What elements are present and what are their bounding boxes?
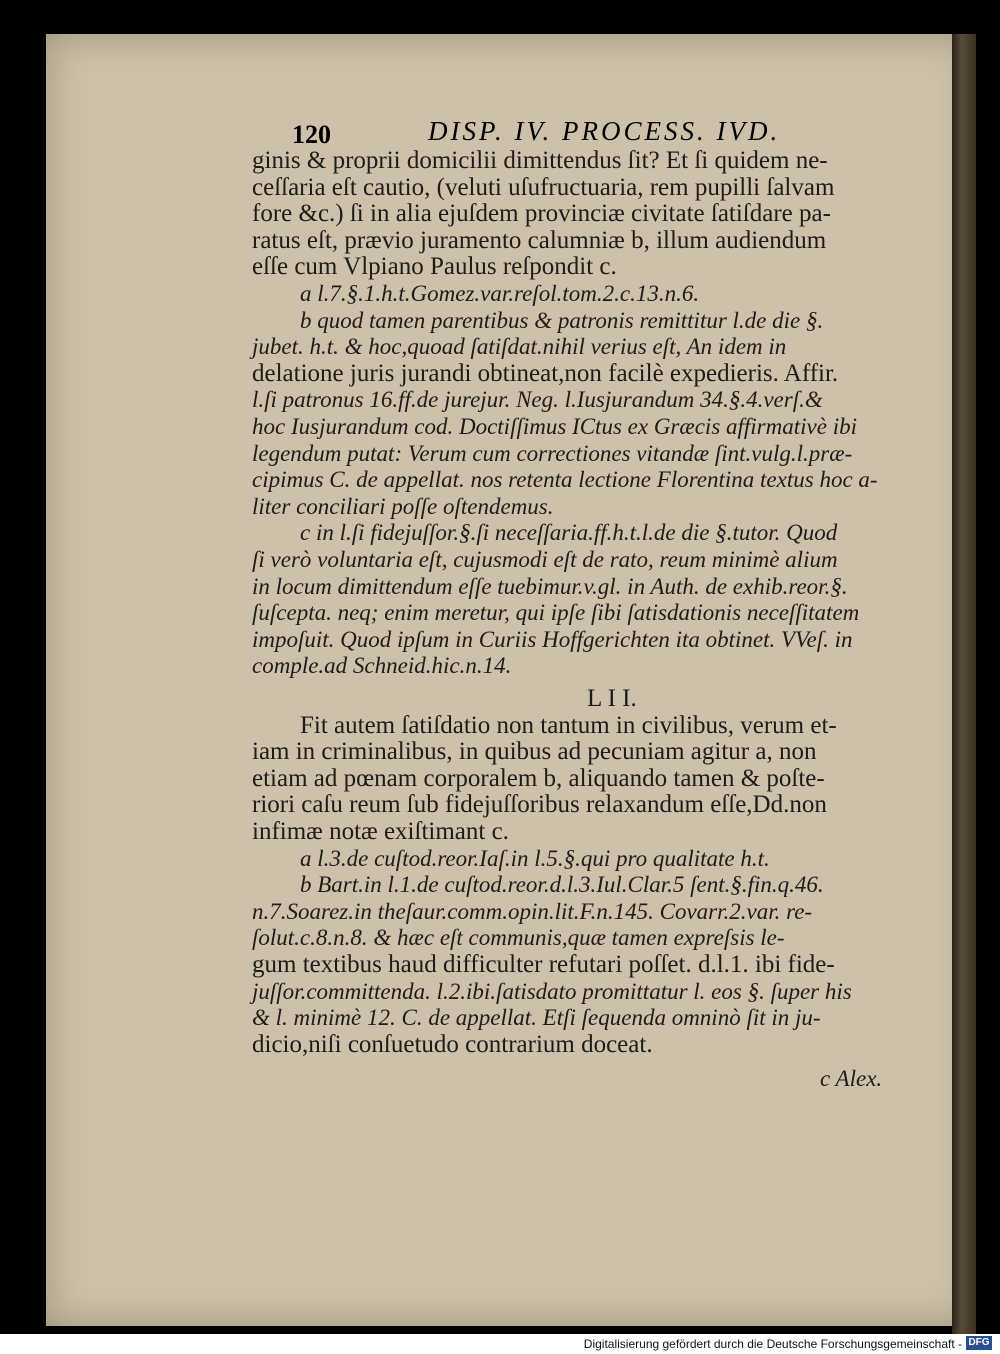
text-line: gum textibus haud difficulter refutari poſſet. d.l.1. ibi fide-: [252, 951, 835, 978]
text-line: liter conciliari poſſe oſtendemus.: [252, 493, 554, 519]
text-line: legendum putat: Verum cum correctiones vitandæ ſint.vulg.l.præ-: [252, 440, 853, 466]
text-line: Fit autem ſatiſdatio non tantum in civilibus, verum et-: [300, 711, 837, 739]
dfg-logo: DFG: [966, 1336, 992, 1350]
text-line: n.7.Soarez.in theſaur.comm.opin.lit.F.n.145. Covarr.2.var. re-: [252, 898, 813, 924]
text-line: ginis & proprii domicilii dimittendus ſit? Et ſi quidem ne-: [252, 147, 828, 174]
text-line: l.ſi patronus 16.ff.de jurejur. Neg. l.Iusjurandum 34.§.4.verſ.&: [252, 387, 823, 413]
running-title: DISP. IV. PROCESS. IVD.: [428, 116, 781, 146]
text-line: cipimus C. de appellat. nos retenta lectione Florentina textus hoc a-: [252, 467, 878, 493]
text-line: eſſe cum Vlpiano Paulus reſpondit c.: [252, 253, 617, 281]
text-line: etiam ad pœnam corporalem b, aliquando tamen & poſte-: [252, 764, 825, 792]
text-line: L I I.: [587, 685, 637, 712]
text-line: ſolut.c.8.n.8. & hæc eſt communis,quæ tamen expreſsis le-: [252, 925, 785, 951]
digitization-credit: Digitalisierung gefördert durch die Deutsche Forschungsgemeinschaft -: [583, 1337, 962, 1351]
text-line: infimæ notæ exiſtimant c.: [252, 818, 509, 845]
text-line: delatione juris jurandi obtineat,non facilè expedieris. Affir.: [252, 359, 839, 387]
text-line: a l.7.§.1.h.t.Gomez.var.reſol.tom.2.c.13.n.6.: [300, 281, 700, 306]
text-line: juſſor.committenda. l.2.ibi.ſatisdato promittatur l. eos §. ſuper his: [252, 978, 852, 1004]
text-line: riori caſu reum ſub fidejuſſoribus relaxandum eſſe,Dd.non: [252, 791, 827, 819]
text-line: & l. minimè 12. C. de appellat. Etſi ſequenda omninò ſit in ju-: [252, 1005, 821, 1031]
page-edge-shadow: [952, 34, 976, 1334]
page-number: 120: [292, 120, 331, 149]
text-line: ratus eſt, prævio juramento calumniæ b, illum audiendum: [252, 226, 827, 254]
text-line: ceſſaria eſt cautio, (veluti uſufructuaria, rem pupilli ſalvam: [252, 173, 835, 201]
text-line: b quod tamen parentibus & patronis remittitur l.de die §.: [300, 307, 824, 333]
text-line: a l.3.de cuſtod.reor.Iaſ.in l.5.§.qui pro qualitate h.t.: [300, 845, 770, 871]
text-line: c in l.ſi fidejuſſor.§.ſi neceſſaria.ff.h.t.l.de die §.tutor. Quod: [300, 520, 838, 546]
text-line: jubet. h.t. & hoc,quoad ſatiſdat.nihil verius eſt, An idem in: [252, 334, 787, 360]
text-line: iam in criminalibus, in quibus ad pecuniam agitur a, non: [252, 738, 817, 766]
text-line: ſi verò voluntaria eſt, cujusmodi eſt de rato, reum minimè alium: [252, 547, 838, 572]
text-line: ſuſcepta. neq; enim meretur, qui ipſe ſibi ſatisdationis neceſſitatem: [252, 600, 860, 626]
text-line: in locum dimittendum eſſe tuebimur.v.gl. in Auth. de exhib.reor.§.: [252, 573, 848, 599]
text-line: impoſuit. Quod ipſum in Curiis Hoffgerichten ita obtinet. VVeſ. in: [252, 626, 853, 652]
text-line: fore &c.) ſi in alia ejuſdem provinciæ civitate ſatiſdare pa-: [252, 200, 831, 228]
text-line: hoc Iusjurandum cod. Doctiſſimus ICtus ex Græcis affirmativè ibi: [252, 414, 857, 439]
text-line: dicio,niſi conſuetudo contrarium doceat.: [252, 1030, 653, 1058]
text-line: comple.ad Schneid.hic.n.14.: [252, 653, 512, 679]
text-line: b Bart.in l.1.de cuſtod.reor.d.l.3.Iul.Clar.5 ſent.§.fin.q.46.: [300, 872, 824, 898]
text-line: c Alex.: [820, 1066, 883, 1092]
